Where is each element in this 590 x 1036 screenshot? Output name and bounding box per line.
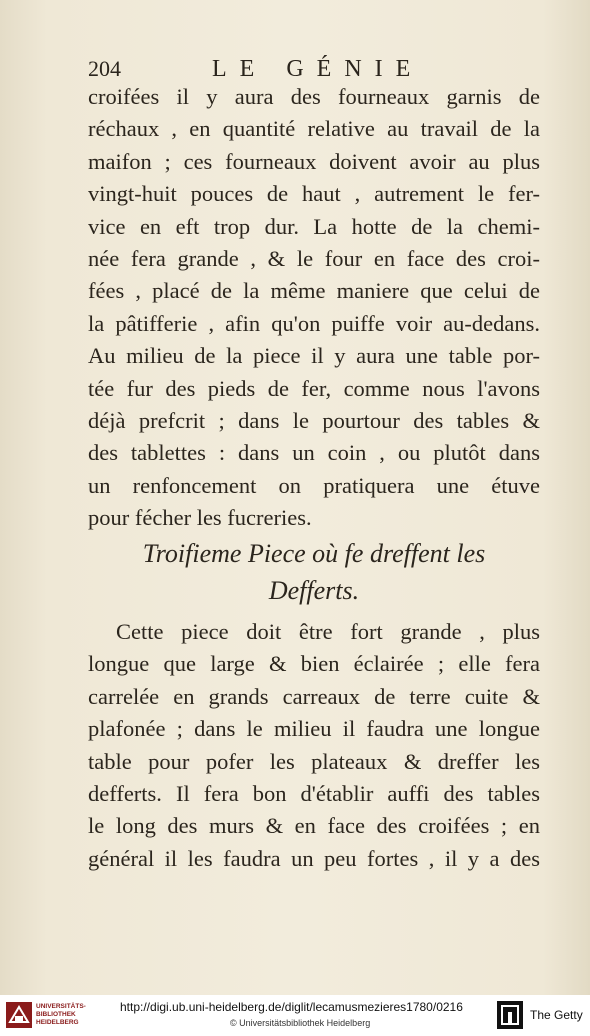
permalink-url[interactable]: http://digi.ub.uni-heidelberg.de/diglit/lecamusmezieres1780/0216: [120, 1000, 463, 1014]
heading-line: Troifieme Piece où fe dreffent les: [142, 539, 486, 568]
getty-logo-icon: [497, 1001, 523, 1029]
heading-line: Defferts.: [268, 576, 360, 605]
text-line: defferts. Il fera bon d'établir auffi des tables: [88, 780, 540, 806]
paragraph-1: [88, 81, 540, 534]
text-line: maifon ; ces fourneaux doivent avoir au plus: [88, 148, 540, 174]
text-line: fées , placé de la même maniere que celui de: [88, 278, 540, 304]
text-line: plafonée ; dans le milieu il faudra une longue: [88, 716, 540, 742]
text-line: un renfoncement on pratiquera une étuve: [88, 472, 540, 498]
text-line: Au milieu de la piece il y aura une table por-: [88, 343, 540, 369]
paragraph-2: [88, 616, 540, 875]
text-line: pour fécher les fucreries.: [88, 505, 312, 531]
text-line: vingt-huit pouces de haut , autrement le fer-: [88, 181, 540, 207]
viewer-footer: [0, 995, 590, 1036]
text-line: des tablettes : dans un coin , ou plutôt dans: [88, 440, 540, 466]
page-number: 204: [88, 56, 121, 81]
text-line: déjà prefcrit ; dans le pourtour des tables &: [88, 407, 540, 433]
text-line: réchaux , en quantité relative au travail de la: [88, 116, 540, 142]
partner-name: The Getty: [530, 1008, 583, 1022]
text-line: longue que large & bien éclairée ; elle fera: [88, 651, 540, 677]
text-line: vice en eft trop dur. La hotte de la chemi-: [88, 213, 540, 239]
text-line: table pour pofer les plateaux & dreffer les: [88, 748, 540, 774]
text-line: le long des murs & en face des croifées ; en: [88, 813, 540, 839]
section-heading: [88, 535, 540, 609]
text-line: la pâtifferie , afin qu'on puiffe voir au-dedans.: [88, 310, 540, 336]
text-line: née fera grande , & le four en face des croi-: [88, 245, 540, 271]
library-logo-icon: [6, 1002, 32, 1028]
text-line: carrelée en grands carreaux de terre cuite &: [88, 683, 540, 709]
text-line: tée fur des pieds de fer, comme nous l'avons: [88, 375, 540, 401]
running-title: LE GÉNIE: [212, 56, 424, 82]
library-name: UNIVERSITÄTS- BIBLIOTHEK HEIDELBERG: [36, 1003, 86, 1026]
copyright-notice: © Universitätsbibliothek Heidelberg: [230, 1018, 371, 1028]
text-line: croifées il y aura des fourneaux garnis de: [88, 84, 540, 109]
text-line: Cette piece doit être fort grande , plus: [116, 619, 540, 644]
text-line: général il les faudra un peu fortes , il y a des: [88, 845, 540, 871]
